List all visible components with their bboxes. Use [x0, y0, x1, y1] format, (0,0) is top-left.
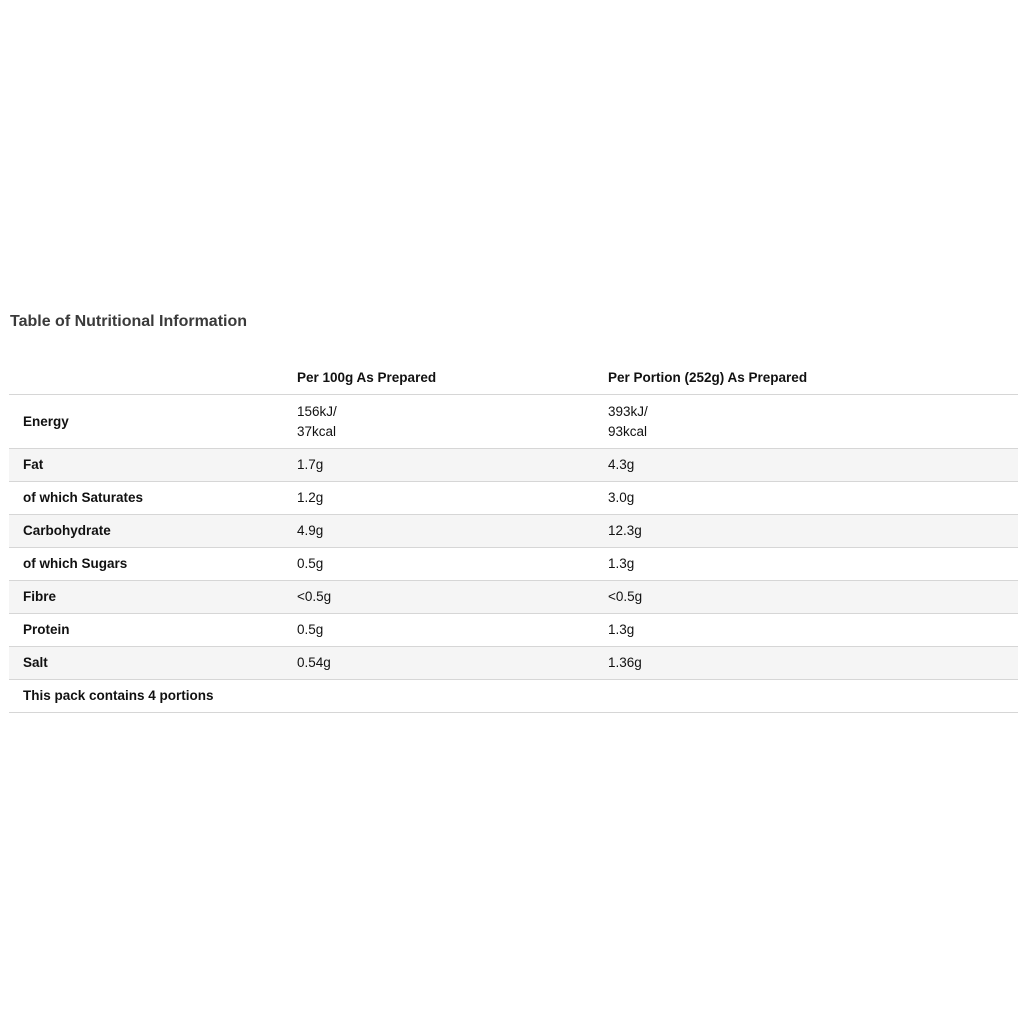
table-row-protein	[9, 614, 1018, 647]
per-portion-value	[594, 395, 1018, 449]
table-row-sugars	[9, 548, 1018, 581]
per-portion-value: 12.3g	[594, 515, 1018, 548]
per-100g-value: 1.7g	[283, 449, 594, 482]
header-per-portion: Per Portion (252g) As Prepared	[594, 361, 1018, 395]
per-100g-value: 0.5g	[283, 548, 594, 581]
nutrition-table	[9, 361, 1018, 713]
per-portion-value: 1.36g	[594, 647, 1018, 680]
per-100g-kj: 156kJ/	[297, 403, 337, 419]
per-100g-value	[283, 395, 594, 449]
per-100g-kcal: 37kcal	[297, 423, 337, 439]
per-portion-value: 4.3g	[594, 449, 1018, 482]
row-label: Protein	[9, 614, 283, 647]
table-row-footer	[9, 680, 1018, 713]
header-nutrient	[9, 361, 283, 395]
per-portion-value: 1.3g	[594, 548, 1018, 581]
row-label: Energy	[9, 395, 283, 449]
row-label: of which Saturates	[9, 482, 283, 515]
row-label: Salt	[9, 647, 283, 680]
per-portion-value: 1.3g	[594, 614, 1018, 647]
per-100g-value: 0.5g	[283, 614, 594, 647]
row-label: of which Sugars	[9, 548, 283, 581]
per-100g-value: 1.2g	[283, 482, 594, 515]
per-100g-value: 0.54g	[283, 647, 594, 680]
header-row	[9, 361, 1018, 395]
per-portion-kcal: 93kcal	[608, 423, 648, 439]
table-row-salt	[9, 647, 1018, 680]
row-label: Carbohydrate	[9, 515, 283, 548]
table-row-saturates	[9, 482, 1018, 515]
table-row-fat	[9, 449, 1018, 482]
table-row-energy	[9, 395, 1018, 449]
row-label: Fat	[9, 449, 283, 482]
portions-note: This pack contains 4 portions	[9, 680, 1018, 713]
per-portion-kj: 393kJ/	[608, 403, 648, 419]
table-row-fibre	[9, 581, 1018, 614]
per-portion-value: <0.5g	[594, 581, 1018, 614]
per-100g-value: <0.5g	[283, 581, 594, 614]
per-100g-value: 4.9g	[283, 515, 594, 548]
header-per-100g: Per 100g As Prepared	[283, 361, 594, 395]
table-caption: Table of Nutritional Information	[10, 313, 248, 330]
table-row-carbohydrate	[9, 515, 1018, 548]
nutrition-panel	[9, 312, 1018, 713]
per-portion-value: 3.0g	[594, 482, 1018, 515]
row-label: Fibre	[9, 581, 283, 614]
